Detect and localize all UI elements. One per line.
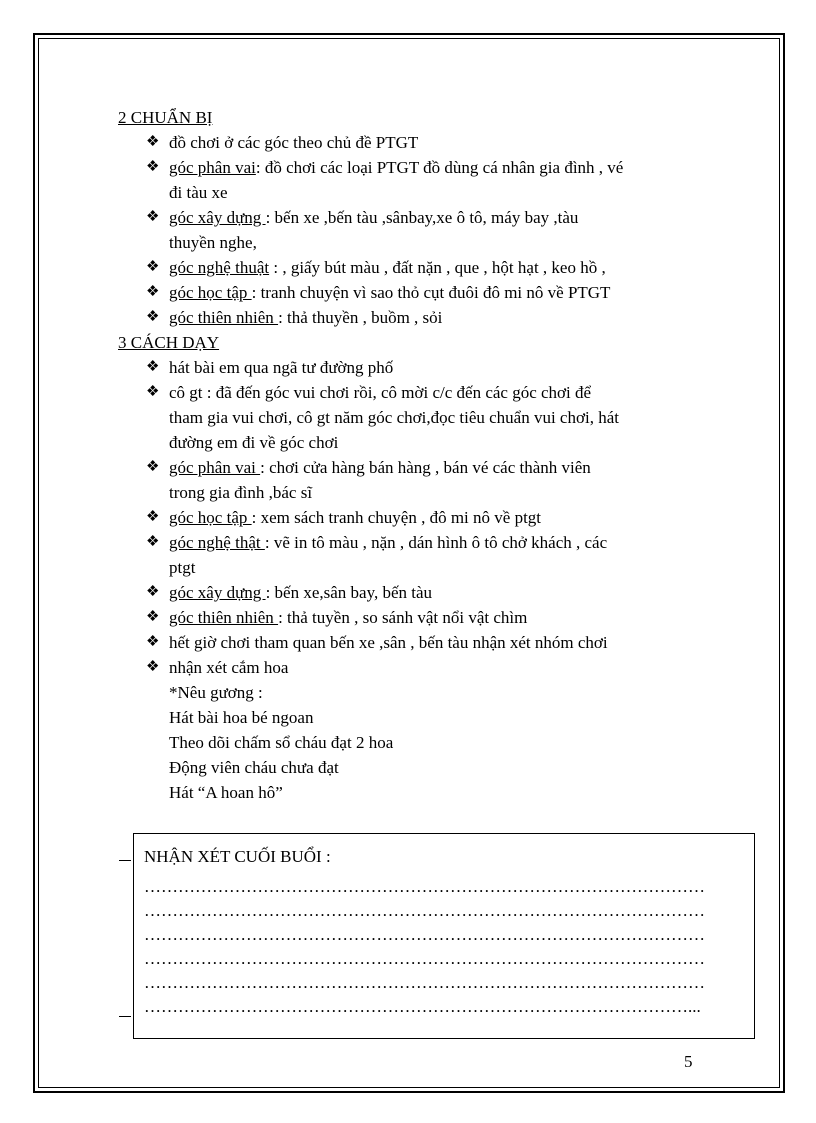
- list-item-continuation: [118, 480, 718, 505]
- diamond-bullet-icon: ❖: [146, 659, 160, 675]
- list-item: [118, 530, 718, 555]
- section-3-title: 3 CÁCH DẠY: [118, 333, 220, 352]
- diamond-bullet-icon: ❖: [146, 284, 160, 300]
- diamond-bullet-icon: ❖: [146, 584, 160, 600]
- item-text: thuyền nghe,: [169, 233, 257, 252]
- item-text: đồ chơi ở các góc theo chủ đề PTGT: [169, 133, 419, 152]
- note-line: Theo dõi chấm sổ cháu đạt 2 hoa: [169, 733, 394, 752]
- diamond-bullet-icon: ❖: [146, 159, 160, 175]
- remarks-lines: [144, 875, 754, 1019]
- remarks-title: NHẬN XÉT CUỐI BUỔI :: [144, 847, 331, 866]
- item-text: : bến xe ,bến tàu ,sânbay,xe ô tô, máy bay ,tàu: [265, 208, 579, 227]
- dotted-line: ………………………………………………………………………………………: [144, 949, 705, 968]
- list-item: [118, 205, 718, 230]
- item-text: tham gia vui chơi, cô gt năm góc chơi,đọc tiêu chuẩn vui chơi, hát: [169, 408, 619, 427]
- margin-tick-top: [119, 860, 131, 861]
- list-item-continuation: [118, 180, 718, 205]
- diamond-bullet-icon: ❖: [146, 309, 160, 325]
- item-text: : chơi cửa hàng bán hàng , bán vé các thành viên: [260, 458, 591, 477]
- section-3-notes: [118, 680, 718, 805]
- diamond-bullet-icon: ❖: [146, 359, 160, 375]
- list-item: [118, 280, 718, 305]
- corner-label: góc học tập: [169, 283, 252, 302]
- list-item: [118, 505, 718, 530]
- corner-label: góc xây dựng: [169, 208, 266, 227]
- section-2-list: [118, 130, 718, 330]
- section-2-title: 2 CHUẨN BỊ: [118, 108, 213, 127]
- item-text: : thả tuyền , so sánh vật nổi vật chìm: [278, 608, 528, 627]
- diamond-bullet-icon: ❖: [146, 609, 160, 625]
- diamond-bullet-icon: ❖: [146, 459, 160, 475]
- item-text: hát bài em qua ngã tư đường phố: [169, 358, 394, 377]
- list-item: [118, 630, 718, 655]
- item-text: nhận xét cắm hoa: [169, 658, 289, 677]
- dotted-line: ……………………………………………………………………………………...: [144, 997, 701, 1016]
- diamond-bullet-icon: ❖: [146, 509, 160, 525]
- item-text: đường em đi về góc chơi: [169, 433, 339, 452]
- list-item: [118, 155, 718, 180]
- note-line: Hát “A hoan hô”: [169, 783, 283, 802]
- corner-label: góc thiên nhiên: [169, 608, 279, 627]
- diamond-bullet-icon: ❖: [146, 209, 160, 225]
- list-item: [118, 380, 718, 405]
- list-item: [118, 605, 718, 630]
- lesson-content: [118, 105, 718, 805]
- list-item: [118, 655, 718, 680]
- item-text: : tranh chuyện vì sao thỏ cụt đuôi đô mi nô về PTGT: [251, 283, 611, 302]
- list-item: [118, 455, 718, 480]
- list-item-continuation: [118, 430, 718, 455]
- dotted-line: ………………………………………………………………………………………: [144, 973, 705, 992]
- item-text: : đồ chơi các loại PTGT đồ dùng cá nhân gia đình , vé: [255, 158, 624, 177]
- item-text: cô gt : đã đến góc vui chơi rồi, cô mời c/c đến các góc chơi để: [169, 383, 592, 402]
- list-item-continuation: [118, 230, 718, 255]
- corner-label: góc phân vai: [169, 458, 261, 477]
- corner-label: góc nghệ thật: [169, 533, 265, 552]
- note-line: Hát bài hoa bé ngoan: [169, 708, 314, 727]
- corner-label: góc học tập: [169, 508, 252, 527]
- list-item-continuation: [118, 555, 718, 580]
- item-text: đi tàu xe: [169, 183, 228, 202]
- diamond-bullet-icon: ❖: [146, 134, 160, 150]
- list-item: [118, 130, 718, 155]
- list-item: [118, 255, 718, 280]
- corner-label: góc xây dựng: [169, 583, 266, 602]
- section-3-list: [118, 355, 718, 680]
- item-text: : xem sách tranh chuyện , đô mi nô về ptgt: [251, 508, 542, 527]
- list-item: [118, 580, 718, 605]
- margin-tick-bottom: [119, 1016, 131, 1017]
- list-item: [118, 355, 718, 380]
- corner-label: góc nghệ thuật: [169, 258, 270, 277]
- dotted-line: ………………………………………………………………………………………: [144, 925, 705, 944]
- item-text: ptgt: [169, 558, 196, 577]
- list-item: [118, 305, 718, 330]
- item-text: trong gia đình ,bác sĩ: [169, 483, 313, 502]
- corner-label: góc thiên nhiên: [169, 308, 279, 327]
- list-item-continuation: [118, 405, 718, 430]
- note-line: Động viên cháu chưa đạt: [169, 758, 339, 777]
- remarks-box: [133, 833, 755, 1039]
- item-text: hết giờ chơi tham quan bến xe ,sân , bến tàu nhận xét nhóm chơi: [169, 633, 608, 652]
- item-text: : , giấy bút màu , đất nặn , que , hột hạt , keo hồ ,: [269, 258, 606, 277]
- item-text: : vẽ in tô màu , nặn , dán hình ô tô chở khách , các: [264, 533, 608, 552]
- note-line: *Nêu gương :: [169, 683, 263, 702]
- diamond-bullet-icon: ❖: [146, 534, 160, 550]
- item-text: : bến xe,sân bay, bến tàu: [265, 583, 433, 602]
- dotted-line: ………………………………………………………………………………………: [144, 901, 705, 920]
- page-number: 5: [684, 1052, 693, 1071]
- corner-label: góc phân vai: [169, 158, 256, 177]
- diamond-bullet-icon: ❖: [146, 634, 160, 650]
- diamond-bullet-icon: ❖: [146, 384, 160, 400]
- diamond-bullet-icon: ❖: [146, 259, 160, 275]
- item-text: : thả thuyền , buồm , sỏi: [278, 308, 443, 327]
- dotted-line: ………………………………………………………………………………………: [144, 877, 705, 896]
